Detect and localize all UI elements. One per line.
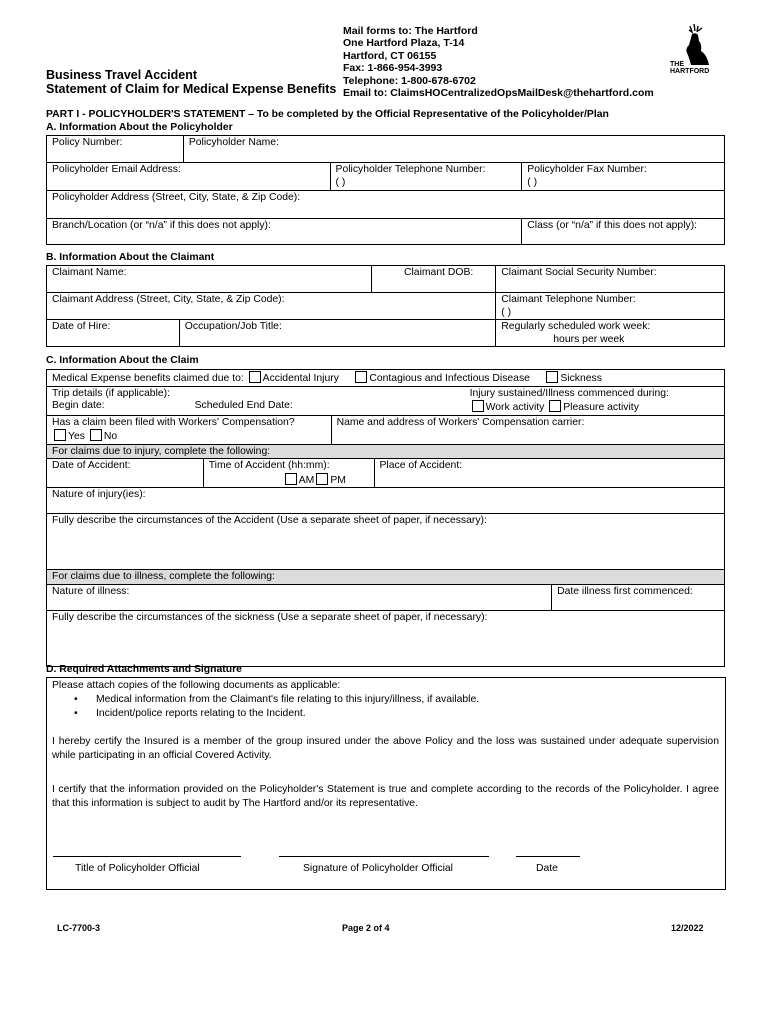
- accident-description-field[interactable]: Fully describe the circumstances of the Accident (Use a separate sheet of paper, if necessary):: [47, 514, 725, 570]
- date-label: Date: [536, 863, 558, 874]
- claimant-address-field[interactable]: Claimant Address (Street, City, State, & Zip Code):: [47, 293, 496, 320]
- part1-heading: PART I - POLICYHOLDER'S STATEMENT – To be completed by the Official Representative of the Policyholder/Plan: [46, 109, 609, 120]
- claim-table: [46, 369, 725, 667]
- official-signature-line[interactable]: [279, 856, 489, 857]
- date-of-hire-field[interactable]: Date of Hire:: [47, 320, 180, 347]
- title-signature-line[interactable]: [53, 856, 241, 857]
- occupation-field[interactable]: Occupation/Job Title:: [179, 320, 495, 347]
- injury-during-field: Injury sustained/Illness commenced during: Work activity Pleasure activity: [494, 386, 725, 415]
- accidental-injury-checkbox[interactable]: [249, 371, 261, 383]
- mail-line: Mail forms to: The Hartford: [343, 25, 478, 37]
- section-a-heading: A. Information About the Policyholder: [46, 122, 233, 133]
- workers-comp-filed-field: Has a claim been filed with Workers' Compensation? Yes No: [47, 415, 332, 444]
- claimant-name-field[interactable]: Claimant Name:: [47, 266, 372, 293]
- logo-the: THE: [670, 61, 684, 68]
- sickness-checkbox[interactable]: [546, 371, 558, 383]
- mailing-info: [343, 25, 654, 99]
- nature-of-injury-field[interactable]: Nature of injury(ies):: [47, 488, 725, 514]
- pm-checkbox[interactable]: [316, 473, 328, 485]
- work-week-field[interactable]: Regularly scheduled work week: hours per week: [496, 320, 725, 347]
- pleasure-activity-checkbox[interactable]: [549, 400, 561, 412]
- claimant-ssn-field[interactable]: Claimant Social Security Number:: [496, 266, 725, 293]
- mail-line: Telephone: 1-800-678-6702: [343, 74, 476, 87]
- nature-of-illness-field[interactable]: Nature of illness:: [47, 584, 552, 610]
- section-b-heading: B. Information About the Claimant: [46, 252, 215, 263]
- claimant-dob-field[interactable]: Claimant DOB:: [372, 266, 496, 293]
- mail-line: Hartford, CT 06155: [343, 49, 437, 62]
- attachments-intro: Please attach copies of the following documents as applicable:: [52, 680, 341, 691]
- policyholder-address-field[interactable]: Policyholder Address (Street, City, State, & Zip Code):: [47, 191, 725, 219]
- hartford-logo: [668, 22, 720, 82]
- page-number: Page 2 of 4: [342, 923, 390, 933]
- bullet-item: • Medical information from the Claimant's file relating to this injury/illness, if available.: [74, 694, 480, 705]
- injury-section-header: For claims due to injury, complete the following:: [47, 444, 725, 459]
- policyholder-table: [46, 135, 725, 245]
- policyholder-name-field[interactable]: Policyholder Name:: [183, 136, 724, 163]
- form-title-line1: Business Travel Accident: [46, 68, 197, 82]
- attachments-signature-box: [46, 677, 726, 890]
- time-of-accident-field[interactable]: Time of Accident (hh:mm): AM PM: [203, 459, 374, 488]
- email-line: Email to: ClaimsHOCentralizedOpsMailDesk@thehartford.com: [343, 87, 654, 100]
- contagious-disease-checkbox[interactable]: [355, 371, 367, 383]
- class-field[interactable]: Class (or “n/a” if this does not apply):: [522, 219, 725, 245]
- signature-label: Signature of Policyholder Official: [303, 863, 453, 874]
- form-title-line2: Statement of Claim for Medical Expense Benefits: [46, 82, 337, 96]
- bullet-item: • Incident/police reports relating to the Incident.: [74, 708, 306, 719]
- sickness-description-field[interactable]: Fully describe the circumstances of the sickness (Use a separate sheet of paper, if necessary):: [47, 610, 725, 666]
- workers-comp-carrier-field[interactable]: Name and address of Workers' Compensation carrier:: [331, 415, 724, 444]
- mail-line: One Hartford Plaza, T-14: [343, 37, 465, 50]
- benefit-type-row: Medical Expense benefits claimed due to: Accidental Injury Contagious and Infectious Disease Sickness: [47, 370, 725, 387]
- policy-number-field[interactable]: Policy Number:: [47, 136, 184, 163]
- date-of-accident-field[interactable]: Date of Accident:: [47, 459, 204, 488]
- illness-section-header: For claims due to illness, complete the following:: [47, 570, 725, 585]
- policyholder-fax-field[interactable]: Policyholder Fax Number: ( ): [522, 163, 725, 191]
- branch-location-field[interactable]: Branch/Location (or “n/a” if this does not apply):: [47, 219, 522, 245]
- work-activity-checkbox[interactable]: [472, 400, 484, 412]
- wc-no-checkbox[interactable]: [90, 429, 102, 441]
- certify-accuracy-text: I certify that the information provided on the Policyholder's Statement is true and complete according to the records of the Policyholder. I agree that this information is subject to audit by The Hartford and/or its representative.: [52, 784, 719, 809]
- date-signature-line[interactable]: [516, 856, 580, 857]
- section-c-heading: C. Information About the Claim: [46, 355, 199, 366]
- claimant-phone-field[interactable]: Claimant Telephone Number: ( ): [496, 293, 725, 320]
- policyholder-email-field[interactable]: Policyholder Email Address:: [47, 163, 331, 191]
- wc-yes-checkbox[interactable]: [54, 429, 66, 441]
- section-d-heading: D. Required Attachments and Signature: [46, 664, 242, 675]
- date-illness-commenced-field[interactable]: Date illness first commenced:: [552, 584, 725, 610]
- title-label: Title of Policyholder Official: [75, 863, 200, 874]
- claimant-table: [46, 265, 725, 347]
- place-of-accident-field[interactable]: Place of Accident:: [374, 459, 725, 488]
- trip-details-field[interactable]: Trip details (if applicable): Begin date: Scheduled End Date:: [47, 386, 494, 415]
- form-number: LC-7700-3: [57, 923, 101, 933]
- logo-hartford: HARTFORD: [670, 68, 710, 75]
- am-checkbox[interactable]: [285, 473, 297, 485]
- mail-line: Fax: 1-866-954-3993: [343, 62, 443, 75]
- revision-date: 12/2022: [671, 923, 704, 933]
- certify-membership-text: I hereby certify the Insured is a member of the group insured under the above Policy and the loss was sustained under adequate supervision while participating in an official Covered Activity.: [52, 736, 719, 761]
- policyholder-phone-field[interactable]: Policyholder Telephone Number: ( ): [330, 163, 522, 191]
